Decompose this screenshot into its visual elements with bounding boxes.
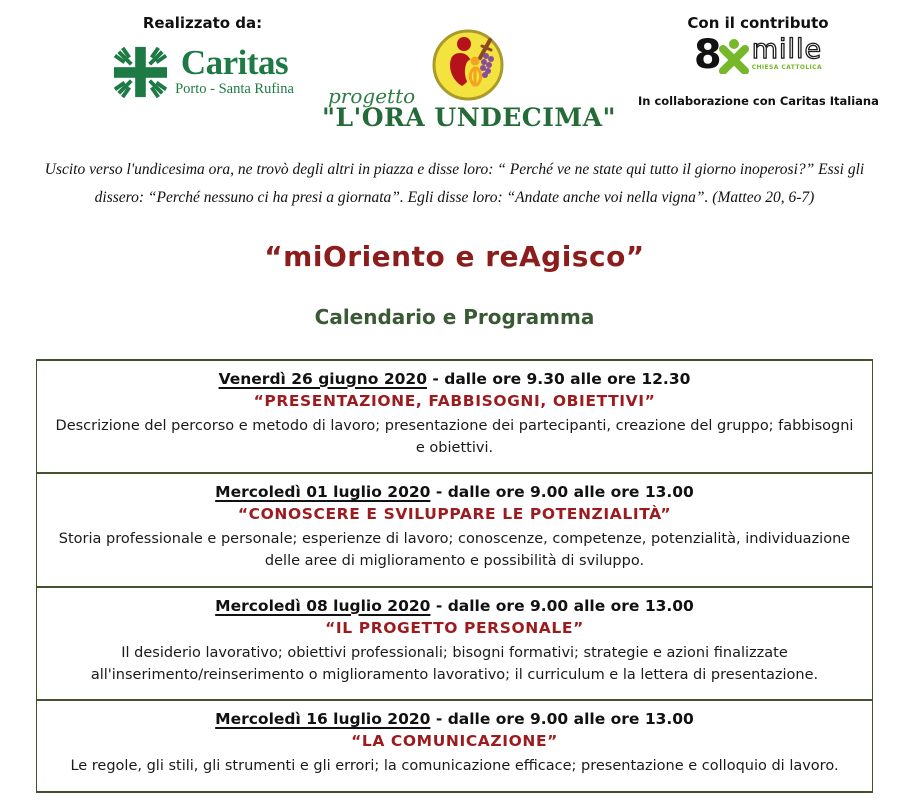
session-title: “LA COMUNICAZIONE” — [351, 732, 558, 751]
session-title: “IL PROGETTO PERSONALE” — [325, 618, 584, 637]
session-row-2 — [37, 472, 872, 586]
contributo-label: Con il contributo — [687, 14, 829, 32]
page-title: “miOriento e reAgisco” — [264, 239, 645, 273]
8xmille-x-icon — [718, 38, 750, 74]
session-date: Mercoledì 01 luglio 2020 — [215, 483, 431, 502]
caritas-cross-icon — [111, 44, 169, 100]
page-subtitle: Calendario e Programma — [314, 304, 595, 329]
session-row-3 — [37, 586, 872, 700]
dash-separator: - — [435, 710, 443, 729]
session-time: dalle ore 9.30 alle ore 12.30 — [444, 369, 691, 388]
ora-undecima-logo-icon — [431, 28, 505, 102]
caritas-logo — [95, 44, 310, 100]
page-header — [0, 0, 909, 148]
realizzato-label: Realizzato da: — [142, 14, 263, 32]
progetto-label: progetto — [328, 84, 416, 108]
gospel-quote: Uscito verso l'undicesima ora, ne trovò degli altri in piazza e disse loro: “ Perché ve ne state qui tutto il giorno inoperosi?” Essi gli dissero: “Perché nessuno ci ha presi a giornata”. Egli disse loro: “Andate anche voi nella vigna”. (Matteo 20, 6-7) — [44, 161, 865, 206]
program-table — [36, 359, 873, 793]
session-row-4 — [37, 699, 872, 791]
session-time: dalle ore 9.00 alle ore 13.00 — [447, 596, 694, 615]
dash-separator: - — [432, 369, 439, 388]
session-row-1 — [37, 361, 872, 473]
session-date-line — [51, 483, 858, 501]
session-description: Le regole, gli stili, gli strumenti e gli errori; la comunicazione efficace; presentazione e colloquio di lavoro. — [70, 758, 839, 775]
8xmille-eight: 8 — [693, 32, 722, 78]
session-description: Storia professionale e personale; esperienze di lavoro; conoscenze, competenze, potenzialità, individuazione delle aree di miglioramento e possibilità di sviluppo. — [58, 531, 851, 570]
project-title: "L'ORA UNDECIMA" — [322, 103, 616, 132]
8xmille-logo — [638, 32, 878, 80]
contributo-block — [638, 14, 878, 108]
session-time: dalle ore 9.00 alle ore 13.00 — [447, 710, 694, 729]
session-date-line — [51, 370, 858, 388]
session-title: “PRESENTAZIONE, FABBISOGNI, OBIETTIVI” — [253, 391, 656, 410]
caritas-name: Caritas — [180, 42, 289, 82]
session-description: Descrizione del percorso e metodo di lavoro; presentazione dei partecipanti, creazione del gruppo; fabbisogni e obiettivi. — [55, 417, 854, 456]
session-date-line — [51, 710, 858, 728]
session-date: Venerdì 26 giugno 2020 — [218, 369, 427, 388]
realizzato-block — [95, 14, 310, 100]
collaboration-note: In collaborazione con Caritas Italiana — [638, 94, 879, 108]
session-description: Il desiderio lavorativo; obiettivi professionali; bisogni formativi; strategie e azioni finalizzate all'inserimento/reinserimento o miglioramento lavorativo; il curriculum e la lettera di presentazione. — [90, 644, 819, 683]
dash-separator: - — [435, 596, 443, 615]
project-block — [322, 28, 614, 132]
caritas-subname: Porto - Santa Rufina — [175, 81, 294, 98]
chiesa-cattolica-text: CHIESA CATTOLICA — [751, 64, 823, 71]
session-date-line — [51, 597, 858, 615]
caritas-wordmark — [175, 42, 294, 98]
session-time: dalle ore 9.00 alle ore 13.00 — [447, 483, 694, 502]
session-date: Mercoledì 16 luglio 2020 — [215, 710, 431, 729]
session-date: Mercoledì 08 luglio 2020 — [215, 596, 431, 615]
session-title: “CONOSCERE E SVILUPPARE LE POTENZIALITÀ” — [237, 505, 672, 524]
mille-wordmark — [752, 36, 822, 71]
dash-separator: - — [435, 483, 443, 502]
mille-text: mille — [751, 34, 823, 65]
